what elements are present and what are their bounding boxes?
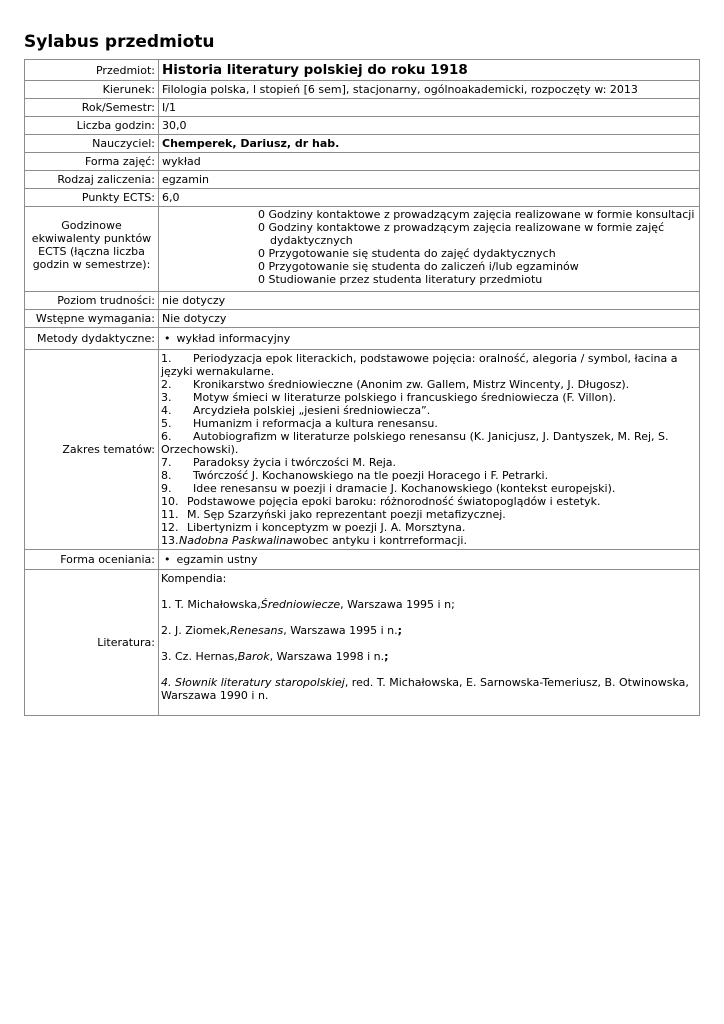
ects-hours-item-continued: dydaktycznych: [270, 234, 353, 247]
literature-item: [161, 624, 697, 637]
topic-item: [161, 534, 697, 547]
literature-author: 1. T. Michałowska,: [161, 598, 261, 611]
label-rok: Rok/Semestr:: [25, 99, 159, 117]
topic-item: [161, 495, 697, 508]
value-metody: [159, 328, 700, 350]
topic-text: Podstawowe pojęcia epoki baroku: różnorodność światopoglądów i estetyk.: [187, 495, 601, 508]
literature-tail: ;: [397, 624, 403, 637]
row-wymagania: [25, 310, 700, 328]
topic-number: 10.: [161, 495, 179, 508]
value-godziny: 30,0: [159, 117, 700, 135]
topic-number: 12.: [161, 521, 179, 534]
topic-item: [161, 456, 697, 469]
row-przedmiot: [25, 60, 700, 81]
value-nauczyciel: Chemperek, Dariusz, dr hab.: [159, 135, 700, 153]
topic-number: 11.: [161, 508, 179, 521]
literature-title: Średniowiecze: [260, 598, 341, 611]
literature-title: Barok: [237, 650, 270, 663]
topic-text: Idee renesansu w poezji i dramacie J. Kochanowskiego (kontekst europejski).: [193, 482, 616, 495]
row-zakres: [25, 350, 700, 550]
topic-text: Twórczość J. Kochanowskiego na tle poezji Horacego i F. Petrarki.: [193, 469, 549, 482]
label-zakres: Zakres tematów:: [25, 350, 159, 550]
topic-text: Humanizm i reformacja a kultura renesansu.: [193, 417, 438, 430]
ects-hours-item: 0 Przygotowanie się studenta do zaliczeń i/lub egzaminów: [258, 260, 579, 273]
label-metody: Metody dydaktyczne:: [25, 328, 159, 350]
topic-text: M. Sęp Szarzyński jako reprezentant poezji metafizycznej.: [187, 508, 506, 521]
literature-item: [161, 676, 697, 702]
topic-text: wobec antyku i kontrreformacji.: [292, 534, 467, 547]
label-forma: Forma zajęć:: [25, 153, 159, 171]
value-przedmiot: Historia literatury polskiej do roku 1918: [159, 60, 700, 81]
label-kierunek: Kierunek:: [25, 81, 159, 99]
topic-number: 2.: [161, 378, 172, 391]
ects-hours-item: 0 Studiowanie przez studenta literatury przedmiotu: [258, 273, 543, 286]
topic-number: 4.: [161, 404, 172, 417]
row-literatura: [25, 570, 700, 716]
topic-number: 6.: [161, 430, 172, 443]
label-ocenianie: Forma oceniania:: [25, 550, 159, 570]
topic-text: Arcydzieła polskiej „jesieni średniowiecza”.: [193, 404, 431, 417]
topic-item: [161, 391, 697, 404]
row-ekwiwalent: [25, 207, 700, 292]
value-rodzaj: egzamin: [159, 171, 700, 189]
topic-text: Kronikarstwo średniowieczne (Anonim zw. Gallem, Mistrz Wincenty, J. Długosz).: [193, 378, 630, 391]
value-ocenianie: [159, 550, 700, 570]
row-metody: [25, 328, 700, 350]
literature-details: , Warszawa 1998 i n.: [269, 650, 385, 663]
literature-title: Renesans: [229, 624, 284, 637]
label-nauczyciel: Nauczyciel:: [25, 135, 159, 153]
bullet-item: • wykład informacyjny: [162, 332, 290, 345]
value-poziom: nie dotyczy: [159, 292, 700, 310]
topic-text: Autobiografizm w literaturze polskiego renesansu (K. Janicjusz, J. Dantyszek, M. Rej, S. Orzechowski).: [161, 430, 669, 456]
topic-text: Libertynizm i konceptyzm w poezji J. A. Morsztyna.: [187, 521, 466, 534]
topic-item: [161, 378, 697, 391]
topic-number: 9.: [161, 482, 172, 495]
label-ekwiwalent: Godzinowe ekwiwalenty punktów ECTS (łączna liczba godzin w semestrze):: [25, 207, 159, 292]
topic-item: [161, 417, 697, 430]
label-poziom: Poziom trudności:: [25, 292, 159, 310]
literature-details: , Warszawa 1995 i n.: [283, 624, 398, 637]
ects-hours-item: 0 Przygotowanie się studenta do zajęć dydaktycznych: [258, 247, 556, 260]
literature-item: [161, 598, 697, 611]
topic-text: Motyw śmieci w literaturze polskiego i francuskiego średniowiecza (F. Villon).: [193, 391, 617, 404]
topic-item: [161, 430, 697, 456]
literature-intro: Kompendia:: [161, 572, 227, 585]
value-forma: wykład: [159, 153, 700, 171]
value-ects: 6,0: [159, 189, 700, 207]
row-kierunek: [25, 81, 700, 99]
label-godziny: Liczba godzin:: [25, 117, 159, 135]
row-nauczyciel: [25, 135, 700, 153]
literature-details: , Warszawa 1995 i n;: [340, 598, 455, 611]
literature-tail: ;: [384, 650, 389, 663]
topic-item: [161, 469, 697, 482]
bullet-item: • egzamin ustny: [162, 553, 258, 566]
label-ects: Punkty ECTS:: [25, 189, 159, 207]
value-ekwiwalent: [159, 207, 700, 292]
syllabus-table: [24, 59, 700, 716]
topic-item: [161, 521, 697, 534]
syllabus-page: [24, 32, 700, 716]
value-kierunek: Filologia polska, I stopień [6 sem], stacjonarny, ogólnoakademicki, rozpoczęty w: 2013: [159, 81, 700, 99]
value-wymagania: Nie dotyczy: [159, 310, 700, 328]
topic-number: 8.: [161, 469, 172, 482]
row-poziom: [25, 292, 700, 310]
page-title: Sylabus przedmiotu: [24, 32, 215, 52]
literature-title: 4. Słownik literatury staropolskiej: [161, 676, 345, 689]
literature-details: , red. T. Michałowska, E. Sarnowska-Temeriusz, B. Otwinowska, Warszawa 1990 i n.: [161, 676, 689, 702]
topic-number: 13.: [161, 534, 179, 547]
literature-item: [161, 650, 697, 663]
topic-number: 1.: [161, 352, 172, 365]
value-rok: I/1: [159, 99, 700, 117]
label-przedmiot: Przedmiot:: [25, 60, 159, 81]
topic-item: [161, 352, 697, 378]
ects-hours-list: [258, 208, 697, 286]
topic-item: [161, 508, 697, 521]
literature-author: 2. J. Ziomek,: [161, 624, 230, 637]
literature-author: 3. Cz. Hernas,: [161, 650, 238, 663]
topic-item: [161, 482, 697, 495]
topic-number: 7.: [161, 456, 172, 469]
row-rok: [25, 99, 700, 117]
row-ects: [25, 189, 700, 207]
label-wymagania: Wstępne wymagania:: [25, 310, 159, 328]
topic-text: Paradoksy życia i twórczości M. Reja.: [193, 456, 397, 469]
ects-hours-item: 0 Godziny kontaktowe z prowadzącym zajęcia realizowane w formie konsultacji: [258, 208, 695, 221]
topic-number: 3.: [161, 391, 172, 404]
topic-number: 5.: [161, 417, 172, 430]
label-literatura: Literatura:: [25, 570, 159, 716]
value-literatura: [159, 570, 700, 716]
label-rodzaj: Rodzaj zaliczenia:: [25, 171, 159, 189]
row-forma: [25, 153, 700, 171]
topics-list: [161, 352, 697, 547]
row-rodzaj: [25, 171, 700, 189]
value-zakres: [159, 350, 700, 550]
row-ocenianie: [25, 550, 700, 570]
row-godziny: [25, 117, 700, 135]
topic-text: Periodyzacja epok literackich, podstawowe pojęcia: oralność, alegoria / symbol, łacina a języki wernakularne.: [161, 352, 678, 378]
topic-italic-title: Nadobna Paskwalina: [179, 534, 293, 547]
ects-hours-item: 0 Godziny kontaktowe z prowadzącym zajęcia realizowane w formie zajęć: [258, 221, 665, 234]
topic-item: [161, 404, 697, 417]
literature-list: [161, 598, 697, 702]
